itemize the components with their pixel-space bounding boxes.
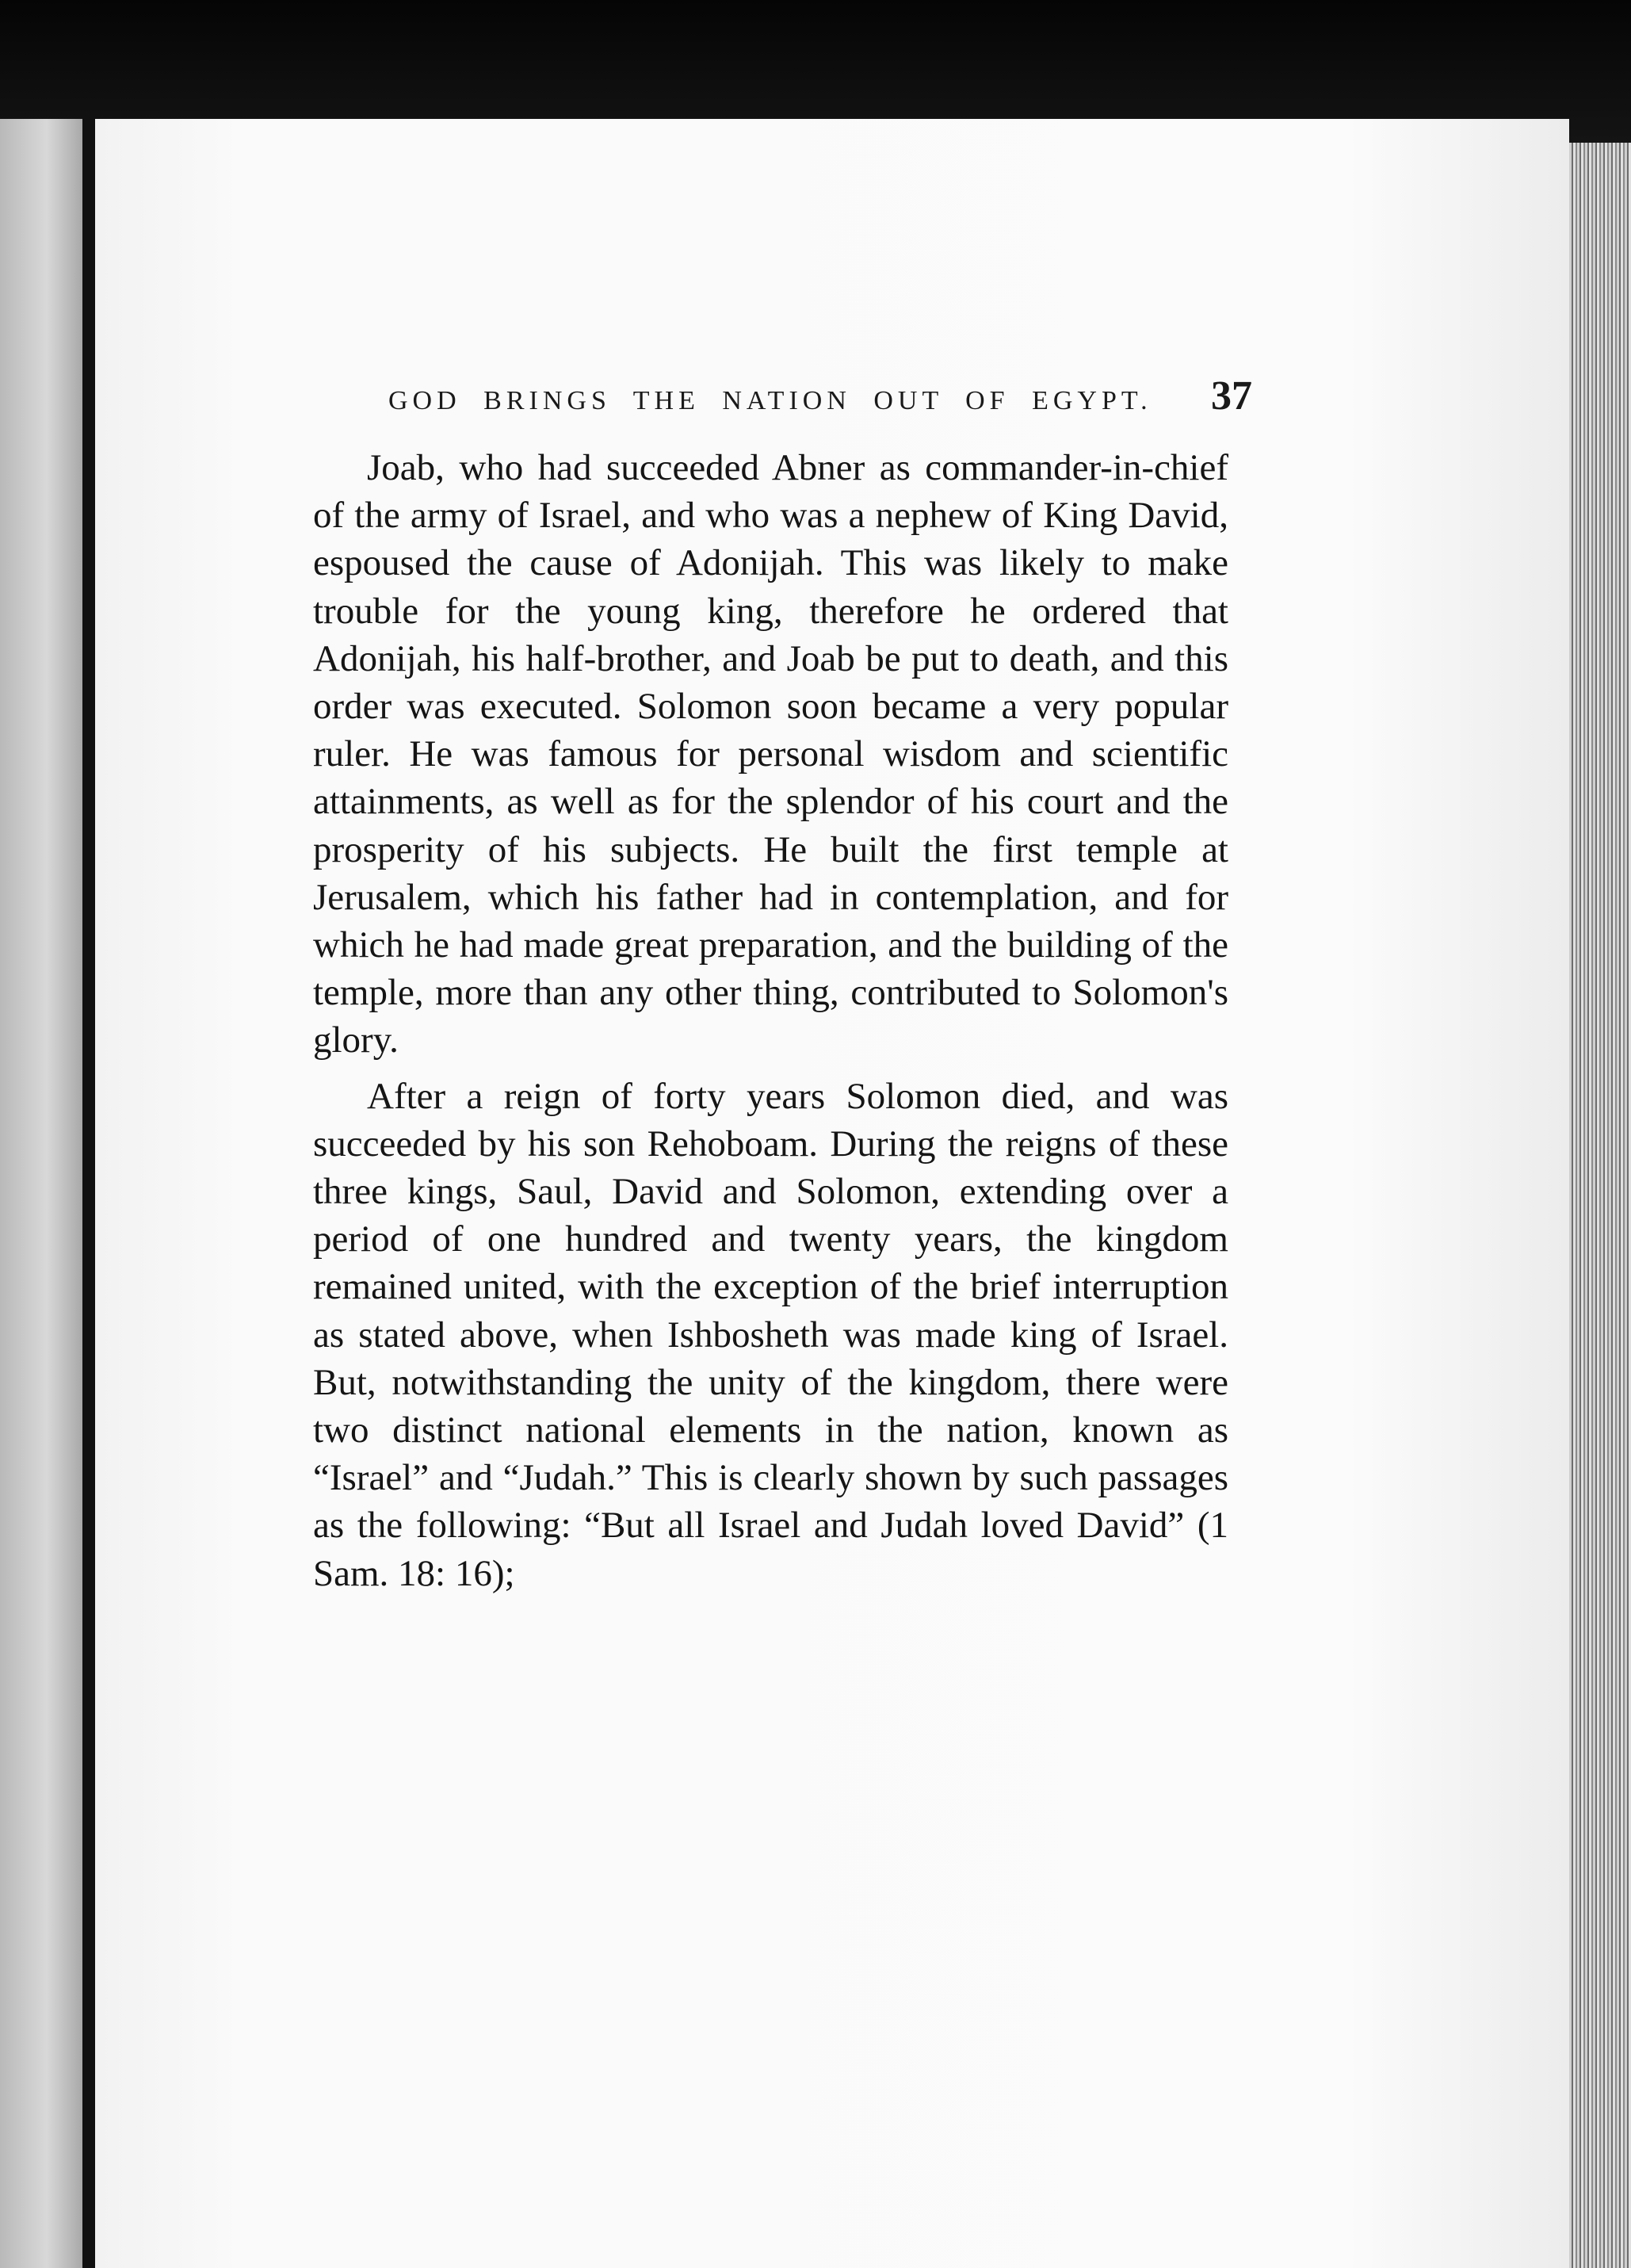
running-head: GOD BRINGS THE NATION OUT OF EGYPT. [388, 386, 1152, 415]
paragraph-1: Joab, who had succeeded Abner as commander-in-chief of the army of Israel, and who was a nephew of King David, espoused the cause of Adonijah. This was likely to make trouble for the young king, therefore he ordered that Adonijah, his half-brother, and Joab be put to death, and this order was executed. Solomon soon became a very popular ruler. He was famous for personal wisdom and scientific attainments, as well as for the splendor of his court and the prosperity of his subjects. He built the first temple at Jerusalem, which his father had in contemplation, and for which he had made great preparation, and the building of the temple, more than any other thing, contributed to Solomon's glory. [313, 447, 1228, 1061]
page-header [388, 373, 1252, 419]
page-number: 37 [1211, 373, 1252, 419]
previous-page-edge [0, 119, 94, 2268]
paragraph-2: After a reign of forty years Solomon died, and was succeeded by his son Rehoboam. During the reigns of these three kings, Saul, David and Solomon, extending over a period of one hundred and twenty years, the kingdom remained united, with the exception of the brief interruption as stated above, when Ishbosheth was made king of Israel. But, notwithstanding the unity of the kingdom, there were two distinct national elements in the nation, known as “Israel” and “Judah.” This is clearly shown by such passages as the following: “But all Israel and Judah loved David” (1 Sam. 18: 16); [313, 1075, 1228, 1594]
body-text [313, 444, 1228, 1597]
